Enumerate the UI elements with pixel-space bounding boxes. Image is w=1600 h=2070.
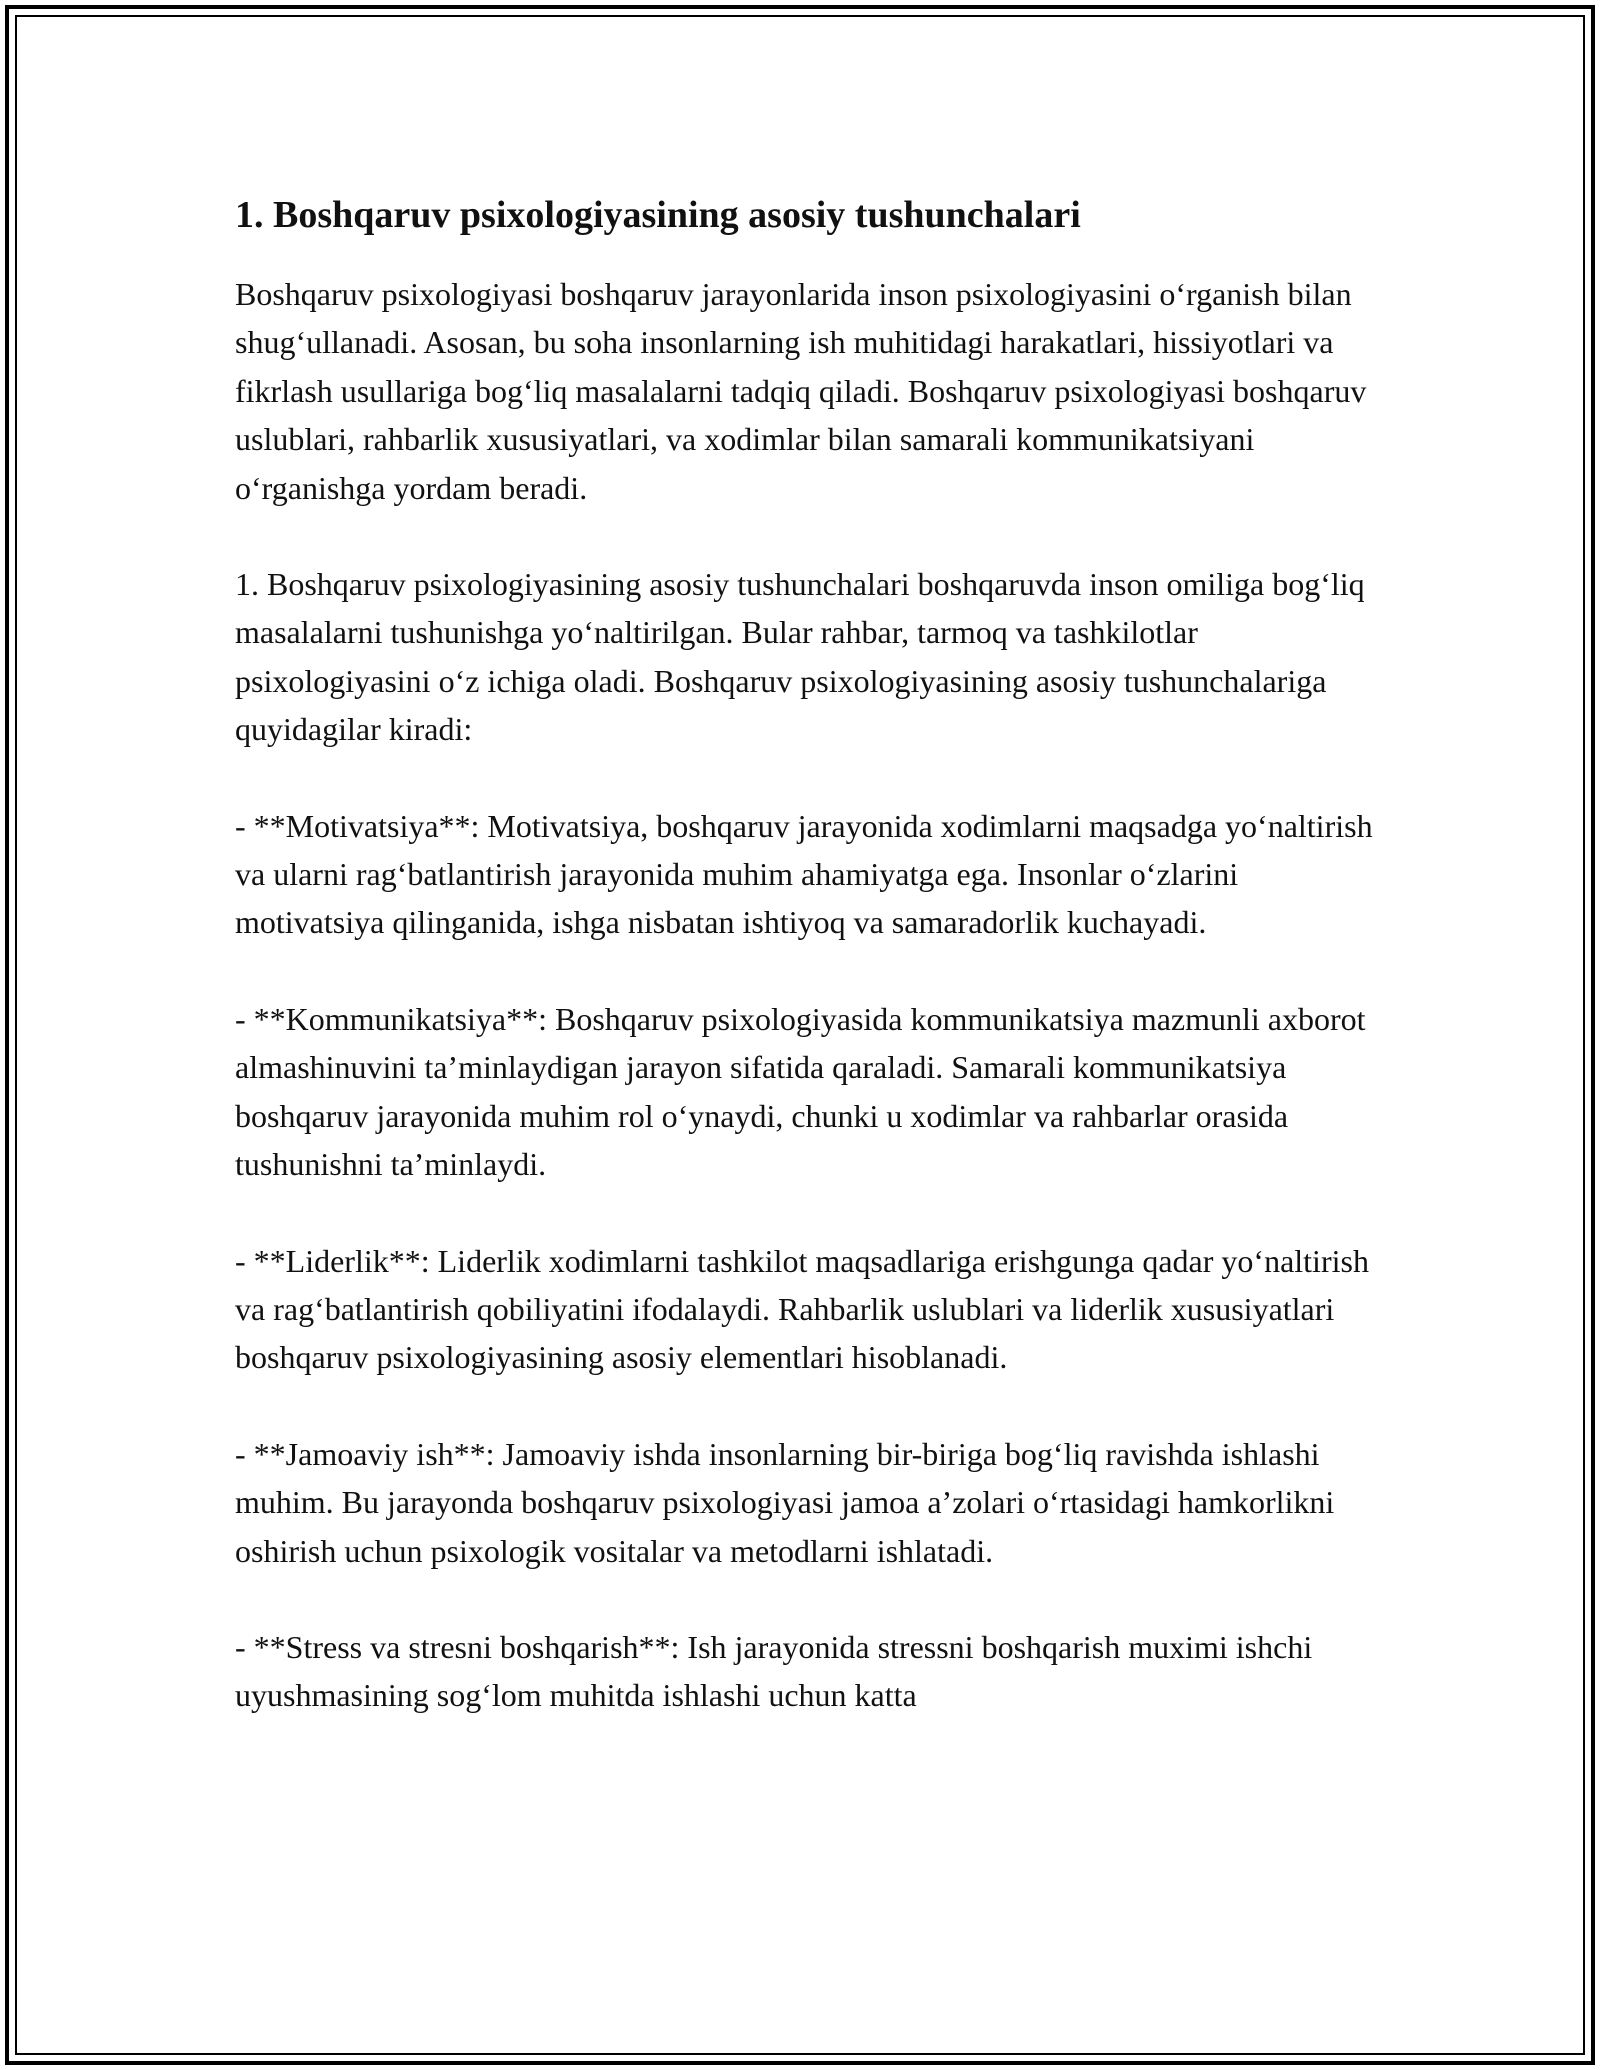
motivation-item: - **Motivatsiya**: Motivatsiya, boshqaruv jarayonida xodimlarni maqsadga yo‘naltirish va ularni rag‘batlantirish jarayonida muhim ahamiyatga ega. Insonlar o‘zlarini motivatsiya qilinganida, ishga nisbatan ishtiyoq va samaradorlik kuchayadi. xyxy=(235,807,1373,941)
intro-paragraph: Boshqaruv psixologiyasi boshqaruv jarayonlarida inson psixologiyasini o‘rganish bilan shug‘ullanadi. Asosan, bu soha insonlarning ish muhitidagi harakatlari, hissiyotlari va fikrlash usullariga bog‘liq masalalarni tadqiq qiladi. Boshqaruv psixologiyasi boshqaruv uslublari, rahbarlik xususiyatlari, va xodimlar bilan samarali kommunikatsiyani o‘rganishga yordam beradi. xyxy=(235,276,1367,506)
leadership-item: - **Liderlik**: Liderlik xodimlarni tashkilot maqsadlariga erishgunga qadar yo‘naltirish va rag‘batlantirish qobiliyatini ifodalaydi. Rahbarlik uslublari va liderlik xususiyatlari boshqaruv psixologiyasining asosiy elementlari hisoblanadi. xyxy=(235,1242,1369,1376)
concepts-paragraph: 1. Boshqaruv psixologiyasining asosiy tushunchalari boshqaruvda inson omiliga bog‘liq masalalarni tushunishga yo‘naltirilgan. Bular rahbar, tarmoq va tashkilotlar psixologiyasini o‘z ichiga oladi. Boshqaruv psixologiyasining asosiy tushunchalariga quyidagilar kiradi: xyxy=(235,566,1365,748)
communication-item: - **Kommunikatsiya**: Boshqaruv psixologiyasida kommunikatsiya mazmunli axborot almashinuvini ta’minlaydigan jarayon sifatida qaraladi. Samarali kommunikatsiya boshqaruv jarayonida muhim rol o‘ynaydi, chunki u xodimlar va rahbarlar orasida tushunishni ta’minlaydi. xyxy=(235,1000,1366,1183)
teamwork-item: - **Jamoaviy ish**: Jamoaviy ishda insonlarning bir-biriga bog‘liq ravishda ishlashi muhim. Bu jarayonda boshqaruv psixologiyasi jamoa a’zolari o‘rtasidagi hamkorlikni oshirish uchun psixologik vositalar va metodlarni ishlatadi. xyxy=(235,1435,1335,1569)
document-title: 1. Boshqaruv psixologiyasining asosiy tushunchalari xyxy=(235,194,1081,236)
stress-management-item: - **Stress va stresni boshqarish**: Ish jarayonida stressni boshqarish muximi ishchi uyushmasining sog‘lom muhitda ishlashi uchun katta xyxy=(235,1628,1313,1714)
document-body xyxy=(235,190,1375,1768)
